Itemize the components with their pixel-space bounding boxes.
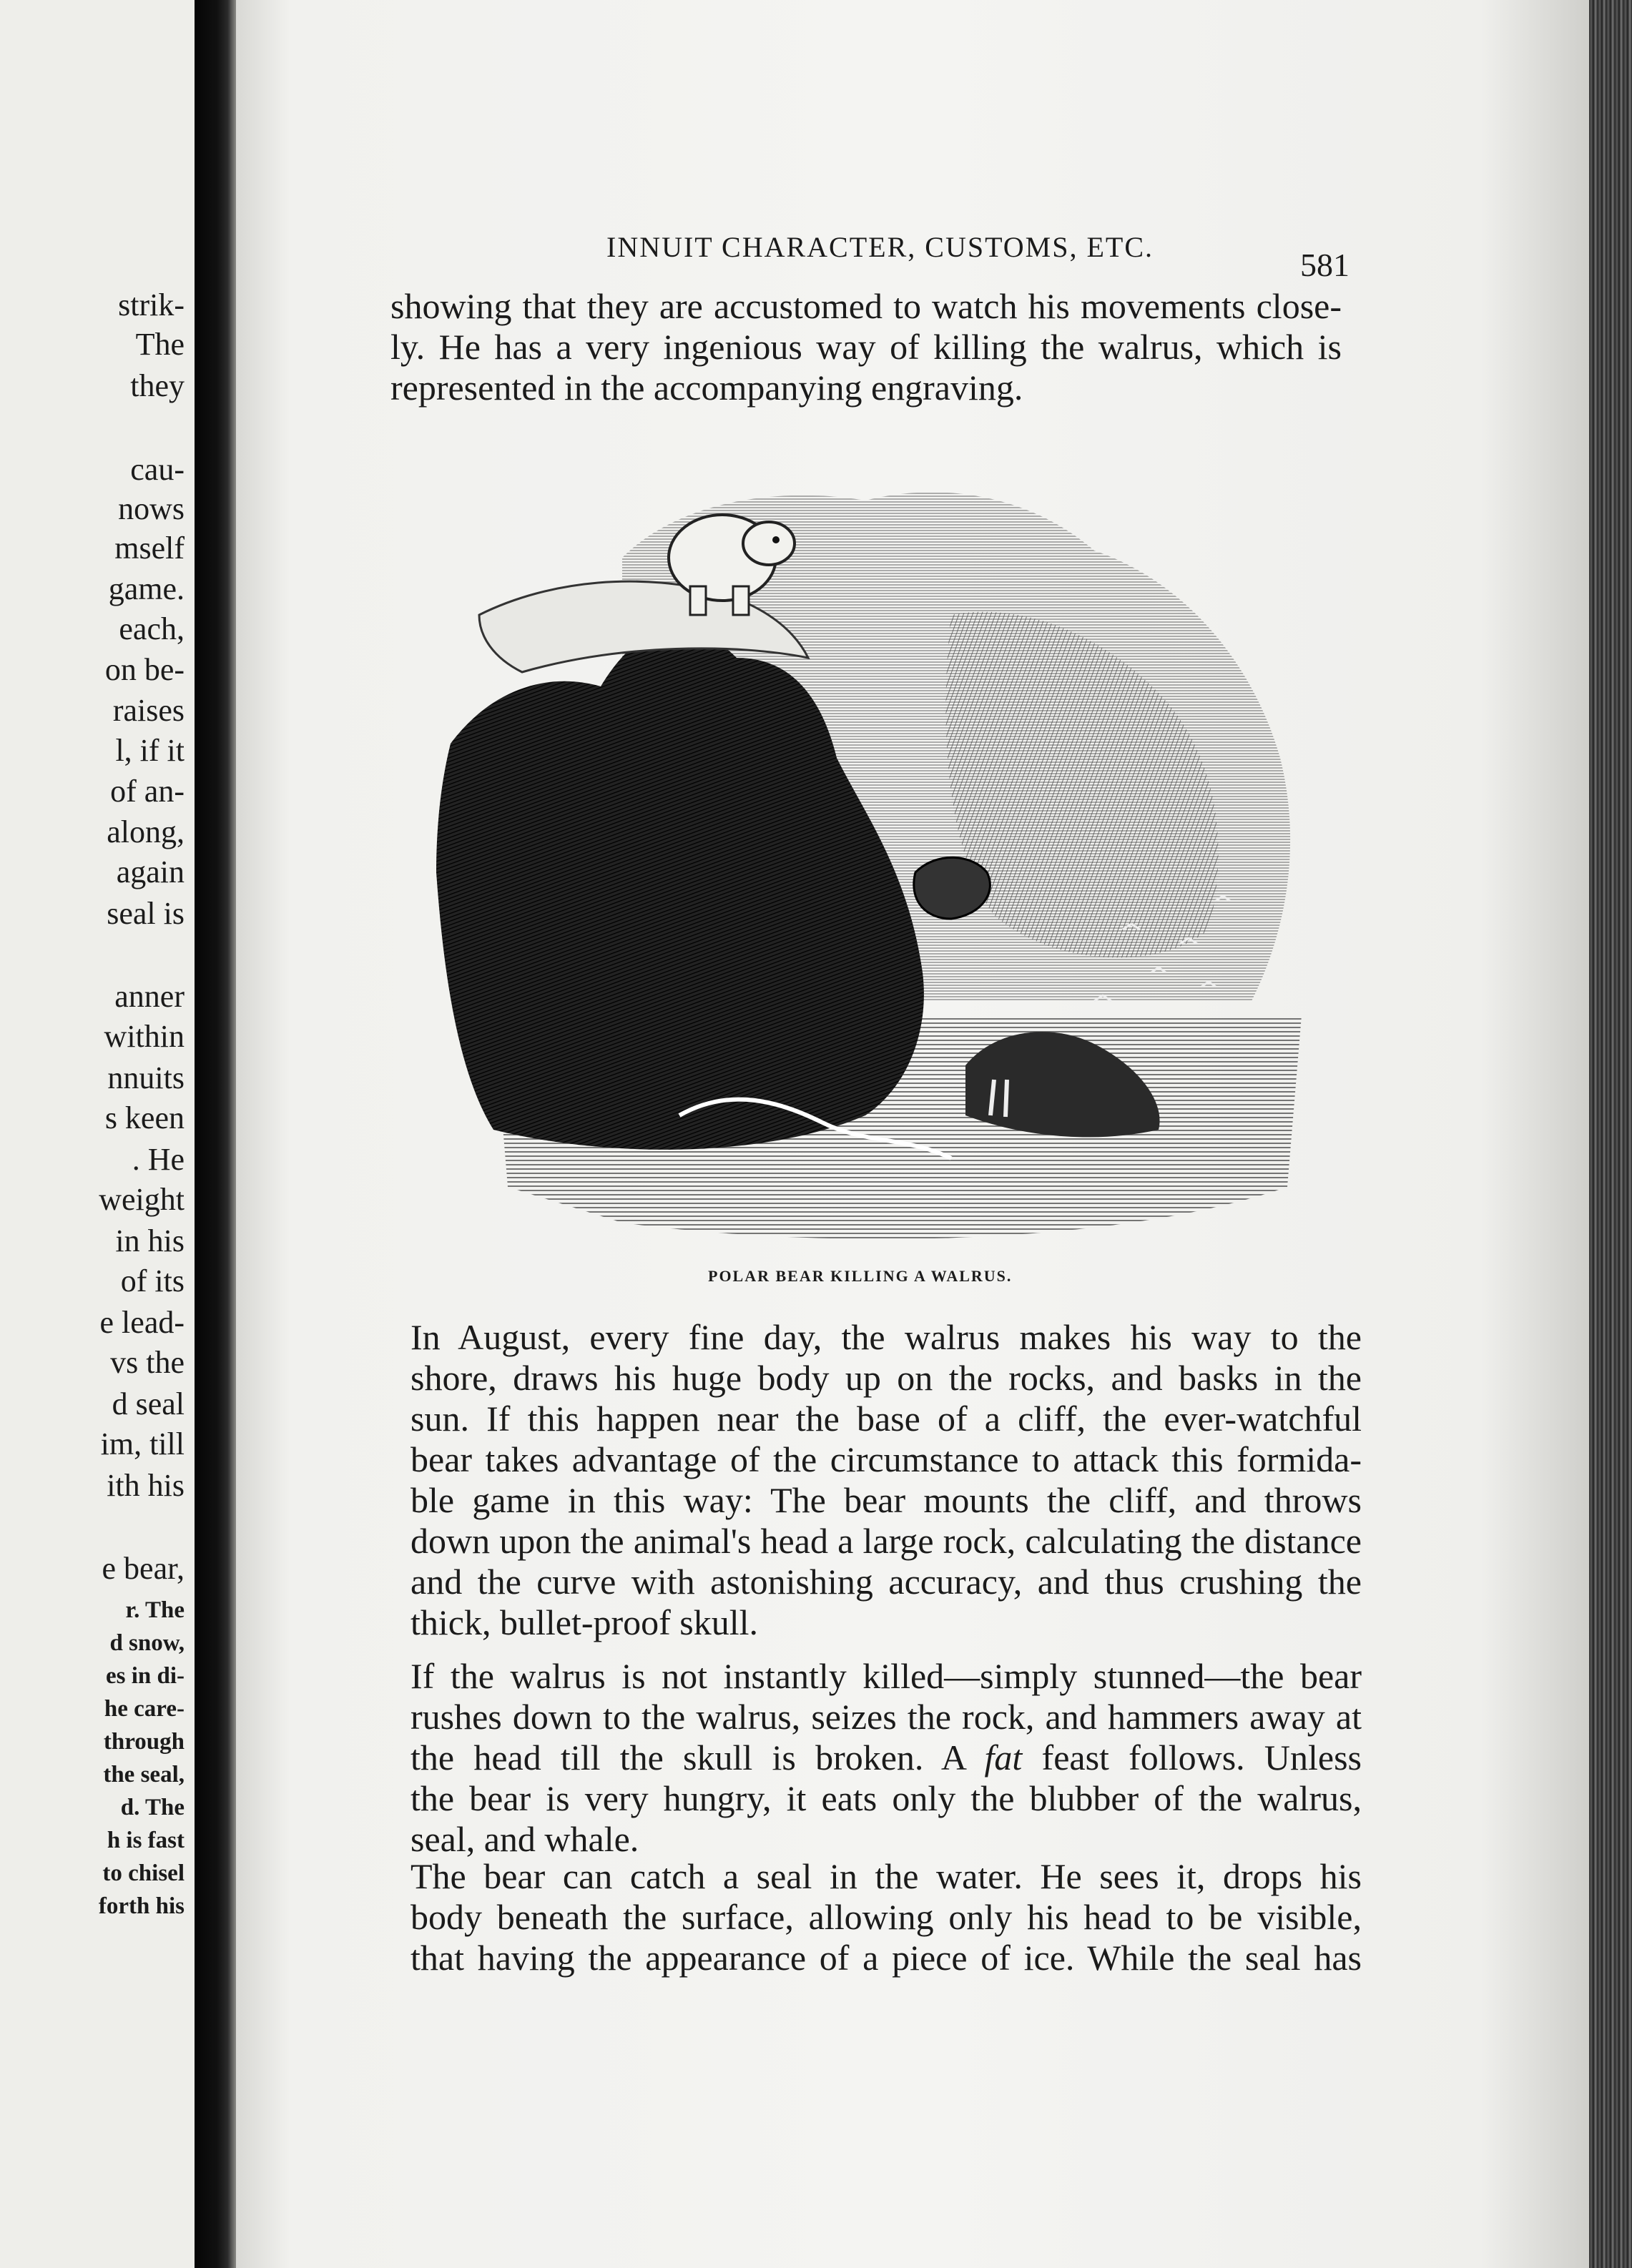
- facing-page-text-fragment: cau-: [130, 452, 185, 487]
- facing-page-text-fragment: within: [104, 1019, 185, 1054]
- text-line: thick, bullet-proof skull.: [411, 1602, 759, 1642]
- facing-page-text-fragment: along,: [107, 814, 185, 849]
- facing-page-text-fragment: d snow,: [109, 1630, 185, 1656]
- text-span: A: [940, 1737, 985, 1778]
- paragraph-3: [390, 1656, 1362, 1860]
- facing-page-text-fragment: s keen: [104, 1100, 185, 1135]
- facing-page-text-fragment: mself: [114, 531, 185, 566]
- text-span: the head till the skull is broken.: [411, 1737, 924, 1778]
- facing-page-text-fragment: the seal,: [103, 1762, 185, 1788]
- facing-page-text-fragment: d. The: [120, 1795, 185, 1820]
- text-line: In August, every fine day, the walrus makes his way to the: [411, 1317, 1362, 1357]
- facing-page-text-fragment: im, till: [100, 1426, 185, 1461]
- facing-page-text-fragment: to chisel: [102, 1860, 185, 1886]
- facing-page-text-fragment: forth his: [98, 1893, 185, 1919]
- facing-page-text-fragment: nows: [118, 491, 185, 526]
- text-line: [411, 1737, 1362, 1778]
- facing-page-text-fragment: each,: [119, 611, 185, 646]
- text-line: body beneath the surface, allowing only his head to be visible,: [411, 1897, 1362, 1937]
- facing-page-text-fragment: l, if it: [115, 733, 185, 768]
- facing-page-text-fragment: seal is: [107, 896, 185, 931]
- text-line: the bear is very hungry, it eats only the blubber of the walrus,: [411, 1778, 1362, 1818]
- engraving-polar-bear-walrus: [408, 472, 1316, 1251]
- facing-page-text-fragment: strik-: [118, 287, 185, 322]
- facing-page-text-fragment: on be-: [104, 652, 185, 687]
- facing-page-text-fragment: e bear,: [102, 1551, 185, 1586]
- facing-page-text-fragment: ith his: [107, 1468, 185, 1503]
- facing-page-text-fragment: he care-: [104, 1696, 185, 1722]
- text-line: represented in the accompanying engraving.: [390, 368, 1023, 408]
- running-head: INNUIT CHARACTER, CUSTOMS, ETC.: [606, 231, 1154, 263]
- facing-page-text-fragment: d seal: [112, 1386, 185, 1421]
- text-line: If the walrus is not instantly killed—simply stunned—the bear: [411, 1656, 1362, 1696]
- text-line: ble game in this way: The bear mounts the cliff, and throws: [411, 1480, 1362, 1520]
- text-line: bear takes advantage of the circumstance to attack this formida-: [411, 1439, 1362, 1479]
- text-line: The bear can catch a seal in the water. He sees it, drops his: [411, 1856, 1362, 1896]
- text-line: showing that they are accustomed to watch his movements close-: [390, 286, 1342, 326]
- facing-page-text-fragment: they: [130, 368, 185, 403]
- paragraph-1: [390, 286, 1342, 408]
- text-line: sun. If this happen near the base of a cliff, the ever-watchful: [411, 1399, 1362, 1439]
- facing-page-text-fragment: in his: [115, 1223, 185, 1258]
- facing-page-text-fragment: again: [116, 854, 185, 889]
- facing-page-text-fragment: h is fast: [107, 1828, 185, 1853]
- facing-page-text-fragment: of an-: [110, 774, 185, 809]
- text-line: down upon the animal's head a large rock, calculating the distance: [411, 1521, 1362, 1561]
- facing-page-text-fragment: of its: [120, 1263, 185, 1298]
- facing-page-text-fragment: e lead-: [99, 1305, 185, 1340]
- facing-page-text-fragment: r. The: [125, 1597, 185, 1623]
- text-line: and the curve with astonishing accuracy, and thus crushing the: [411, 1562, 1362, 1602]
- facing-page-text-fragment: raises: [112, 693, 185, 728]
- paragraph-2: [390, 1317, 1362, 1643]
- page-number: 581: [1300, 247, 1350, 283]
- text-span: feast follows. Unless: [1022, 1737, 1362, 1778]
- engraving-caption: POLAR BEAR KILLING A WALRUS.: [708, 1267, 1013, 1285]
- text-line: seal, and whale.: [411, 1819, 639, 1859]
- facing-page-text-fragment: vs the: [110, 1345, 185, 1380]
- facing-page-text-fragment: The: [135, 327, 185, 362]
- facing-page-text-fragment: nnuits: [107, 1060, 185, 1095]
- facing-page-text-fragment: anner: [114, 979, 185, 1014]
- facing-page-text-fragment: weight: [99, 1182, 185, 1217]
- text-line: shore, draws his huge body up on the rocks, and basks in the: [411, 1358, 1362, 1398]
- facing-page-text-fragment: through: [103, 1729, 185, 1755]
- italic-word: fat: [984, 1737, 1023, 1778]
- text-line: that having the appearance of a piece of ice. While the seal has: [411, 1938, 1362, 1978]
- facing-page-fragment: [0, 0, 195, 2268]
- facing-page-text-fragment: . He: [132, 1142, 185, 1177]
- paragraph-4: [390, 1856, 1362, 1978]
- book-gutter: [195, 0, 236, 2268]
- page-edges: [1589, 0, 1632, 2268]
- facing-page-text-fragment: es in di-: [105, 1663, 185, 1689]
- facing-page-text-fragment: game.: [108, 571, 185, 606]
- text-line: rushes down to the walrus, seizes the rock, and hammers away at: [411, 1697, 1362, 1737]
- text-line: ly. He has a very ingenious way of killing the walrus, which is: [390, 327, 1342, 367]
